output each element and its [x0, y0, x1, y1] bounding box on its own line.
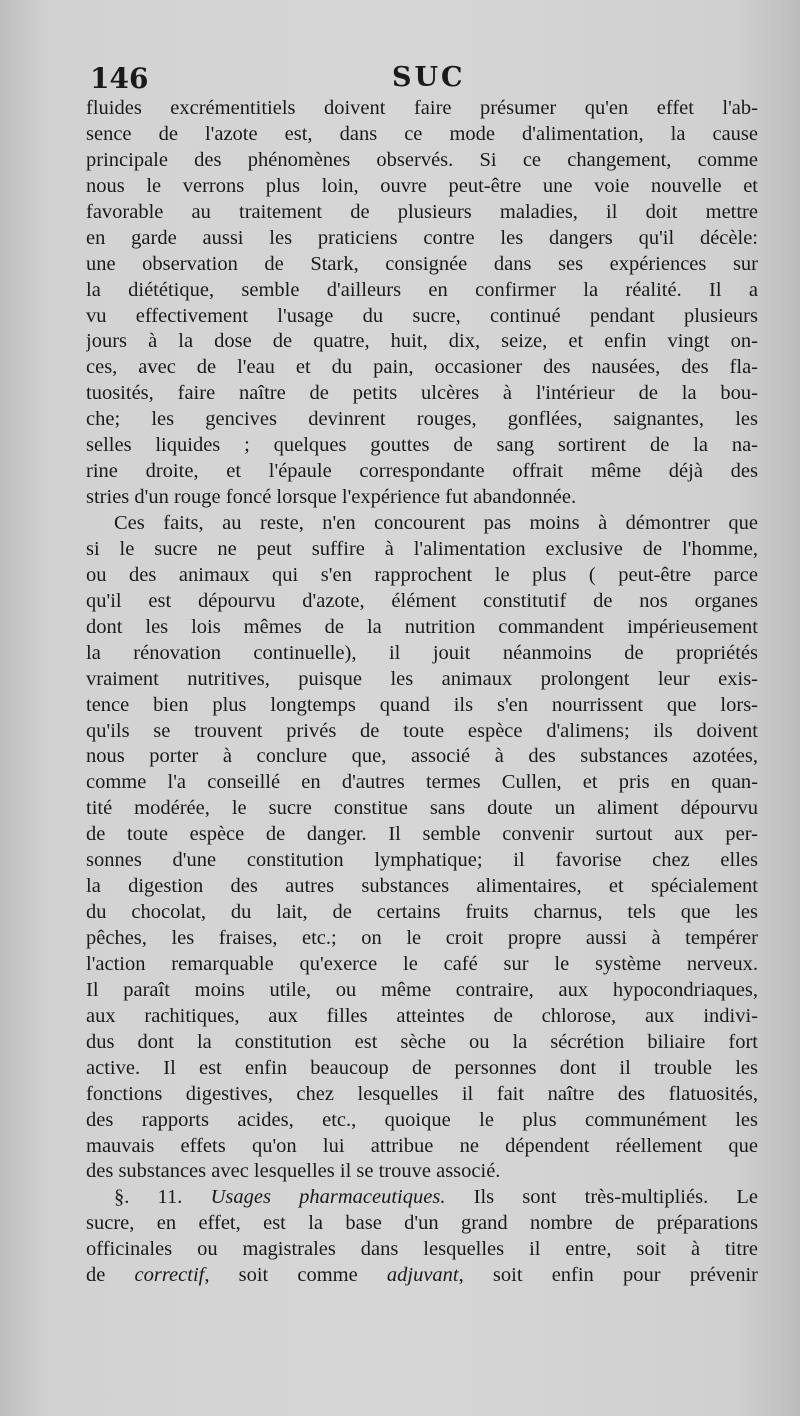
text-line: nous porter à conclure que, associé à des substances azotées,: [86, 745, 758, 768]
page-number: 146: [90, 62, 149, 95]
text-line: vraiment nutritives, puisque les animaux prolongent leur exis-: [86, 667, 758, 690]
running-head: SUC: [392, 62, 466, 93]
text-line: mauvais effets qu'on lui attribue ne dépendent réellement que: [86, 1134, 758, 1157]
text-line: officinales ou magistrales dans lesquelles il entre, soit à titre: [86, 1238, 758, 1261]
text-line: aux rachitiques, aux filles atteintes de chlorose, aux indivi-: [86, 1004, 758, 1027]
body-text: [86, 96, 758, 1289]
section-number: §. 11.: [114, 1186, 183, 1209]
term-adjuvant: adjuvant: [386, 1264, 459, 1287]
text-line: sonnes d'une constitution lymphatique; il favorise chez elles: [86, 849, 758, 872]
text-line: active. Il est enfin beaucoup de personnes dont il trouble les: [86, 1056, 758, 1079]
text-line: rine droite, et l'épaule correspondante offrait même déjà des: [86, 460, 758, 483]
text-line: des substances avec lesquelles il se trouve associé.: [86, 1160, 501, 1183]
text-line: sucre, en effet, est la base d'un grand nombre de préparations: [86, 1212, 758, 1235]
page-header: [86, 62, 758, 96]
section-title: Usages pharmaceutiques.: [210, 1186, 446, 1209]
text-line: vu effectivement l'usage du sucre, continué pendant plusieurs: [86, 304, 758, 327]
text-line: selles liquides ; quelques gouttes de sang sortirent de la na-: [86, 434, 758, 457]
text-line: sence de l'azote est, dans ce mode d'alimentation, la cause: [86, 122, 758, 145]
paragraph-start: Ces faits, au reste, n'en concourent pas moins à démontrer que: [114, 512, 758, 534]
text-line: ces, avec de l'eau et du pain, occasioner des nausées, des fla-: [86, 356, 758, 379]
text-fragment: , soit comme: [204, 1264, 358, 1287]
text-line: qu'il est dépourvu d'azote, élément constitutif de nos organes: [86, 589, 758, 612]
text-line: dont les lois mêmes de la nutrition commandent impérieusement: [86, 615, 758, 638]
text-line: fonctions digestives, chez lesquelles il fait naître des flatuosités,: [86, 1082, 758, 1105]
text-line: qu'ils se trouvent privés de toute espèce d'alimens; ils doivent: [86, 719, 758, 742]
text-line: principale des phénomènes observés. Si ce changement, comme: [86, 148, 758, 171]
text-line: pêches, les fraises, etc.; on le croit propre aussi à tempérer: [86, 927, 758, 949]
text-fragment: , soit enfin pour prévenir: [458, 1264, 758, 1287]
text-line: de toute espèce de danger. Il semble convenir surtout aux per-: [86, 823, 758, 846]
text-line: des rapports acides, etc., quoique le plus communément les: [86, 1108, 758, 1131]
text-line: favorable au traitement de plusieurs maladies, il doit mettre: [86, 200, 758, 223]
text-line: tuosités, faire naître de petits ulcères à l'intérieur de la bou-: [86, 382, 758, 405]
text-line: la diététique, semble d'ailleurs en confirmer la réalité. Il a: [86, 278, 758, 301]
text-line: dus dont la constitution est sèche ou la sécrétion biliaire fort: [86, 1030, 758, 1053]
text-fragment: de: [86, 1264, 106, 1287]
section-first-text: Ils sont très-multipliés. Le: [473, 1186, 758, 1209]
text-line: nous le verrons plus loin, ouvre peut-être une voie nouvelle et: [86, 174, 758, 197]
text-line: du chocolat, du lait, de certains fruits charnus, tels que les: [86, 901, 758, 924]
text-line: ou des animaux qui s'en rapprochent le plus ( peut-être parce: [86, 563, 758, 586]
text-line: Il paraît moins utile, ou même contraire, aux hypocondriaques,: [86, 978, 758, 1001]
text-line: la digestion des autres substances alimentaires, et spécialement: [86, 875, 758, 898]
text-line: jours à la dose de quatre, huit, dix, seize, et enfin vingt on-: [86, 330, 758, 353]
text-line: tence bien plus longtemps quand ils s'en nourrissent que lors-: [86, 693, 758, 716]
text-line: comme l'a conseillé en d'autres termes Cullen, et pris en quan-: [86, 771, 758, 794]
text-line: fluides excrémentitiels doivent faire présumer qu'en effet l'ab-: [86, 97, 758, 119]
text-line: che; les gencives devinrent rouges, gonflées, saignantes, les: [86, 408, 758, 431]
text-line: si le sucre ne peut suffire à l'alimentation exclusive de l'homme,: [86, 537, 758, 560]
text-line: une observation de Stark, consignée dans ses expériences sur: [86, 252, 758, 275]
text-line: tité modérée, le sucre constitue sans doute un aliment dépourvu: [86, 797, 758, 820]
text-line: la rénovation continuelle), il jouit néanmoins de propriétés: [86, 641, 758, 664]
text-line: stries d'un rouge foncé lorsque l'expérience fut abandonnée.: [86, 486, 577, 509]
term-correctif: correctif: [134, 1264, 205, 1287]
text-line: en garde aussi les praticiens contre les dangers qu'il décèle:: [86, 226, 758, 249]
section-heading-line: [86, 1185, 758, 1211]
text-line: l'action remarquable qu'exerce le café sur le système nerveux.: [86, 952, 758, 975]
text-line: [86, 1263, 758, 1289]
